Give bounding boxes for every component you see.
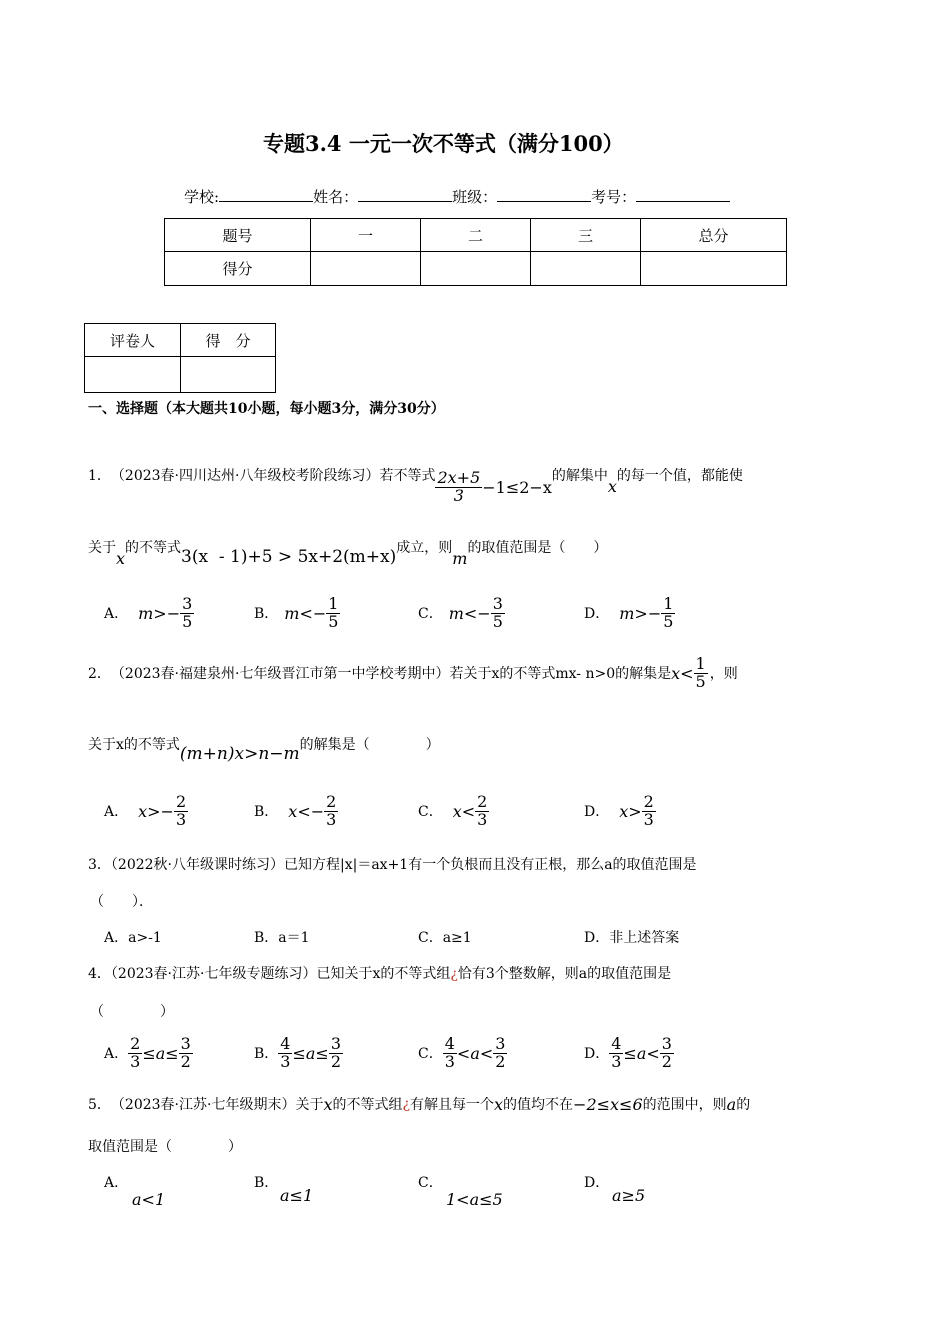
score-cell[interactable] bbox=[311, 252, 421, 286]
inequality: 3(x - 1)+5 > 5x+2(m+x) bbox=[181, 547, 397, 567]
option-expr: a≥5 bbox=[612, 1186, 646, 1205]
option-b[interactable]: B．a＝1 bbox=[254, 930, 310, 946]
fraction-numerator: 4 bbox=[611, 1034, 622, 1053]
score-header-cell: 一 bbox=[311, 219, 421, 252]
missing-glyph: ¿ bbox=[402, 1096, 410, 1112]
fraction-numerator: 1 bbox=[328, 594, 339, 613]
question-text: ，则 bbox=[709, 666, 738, 683]
question-number: 5． bbox=[88, 1097, 111, 1113]
option-expr: x>− bbox=[138, 801, 174, 821]
fraction-denominator: 3 bbox=[175, 809, 187, 829]
fraction bbox=[179, 1036, 193, 1071]
option-b[interactable] bbox=[254, 1036, 343, 1071]
question-3-line-1 bbox=[88, 854, 697, 874]
option-c[interactable] bbox=[418, 794, 489, 829]
option-label: C． bbox=[418, 804, 443, 821]
question-4-line-2: （ ） bbox=[90, 1004, 174, 1020]
question-5-line-2: 取值范围是（ ） bbox=[88, 1139, 242, 1155]
fraction-denominator: 3 bbox=[477, 809, 488, 829]
variable: x bbox=[323, 1094, 333, 1114]
grader-score-cell[interactable] bbox=[181, 357, 276, 393]
option-label: B． bbox=[254, 1175, 279, 1191]
fraction bbox=[443, 1036, 457, 1071]
option-label: A． bbox=[104, 1046, 129, 1063]
variable: x bbox=[607, 476, 617, 496]
fraction bbox=[609, 1036, 623, 1071]
question-2-options bbox=[104, 794, 824, 838]
fraction-denominator: 5 bbox=[182, 611, 193, 631]
fraction-numerator: 1 bbox=[695, 654, 706, 673]
option-label: C． bbox=[418, 606, 443, 623]
score-header: 得 分 bbox=[181, 324, 276, 357]
fraction-numerator: 2 bbox=[643, 792, 654, 811]
fraction-denominator: 2 bbox=[180, 1051, 191, 1071]
option-label: B． bbox=[254, 606, 279, 623]
option-a[interactable]: A．a>-1 bbox=[104, 930, 162, 946]
fraction-denominator: 2 bbox=[661, 1051, 672, 1071]
question-2-line-2 bbox=[88, 734, 440, 764]
option-expr: <a< bbox=[456, 1043, 494, 1063]
option-b[interactable] bbox=[254, 596, 340, 631]
fraction bbox=[435, 470, 482, 505]
fraction bbox=[326, 596, 340, 631]
fraction-numerator: 4 bbox=[280, 1034, 291, 1053]
option-expr: m>− bbox=[619, 603, 662, 623]
fraction-numerator: 3 bbox=[495, 1034, 506, 1053]
fraction-numerator: 2 bbox=[326, 792, 337, 811]
fraction-numerator: 3 bbox=[180, 1034, 191, 1053]
name-blank[interactable] bbox=[358, 187, 452, 202]
fraction-denominator: 3 bbox=[326, 809, 337, 829]
option-b[interactable] bbox=[254, 794, 338, 829]
fraction-denominator: 3 bbox=[611, 1051, 622, 1071]
score-cell[interactable] bbox=[421, 252, 531, 286]
option-expr: x< bbox=[452, 801, 476, 821]
fraction bbox=[475, 794, 489, 829]
name-label: 姓名： bbox=[313, 188, 359, 206]
option-label: A． bbox=[104, 1175, 129, 1191]
score-header-cell: 三 bbox=[531, 219, 641, 252]
question-5-options bbox=[104, 1172, 824, 1208]
option-a[interactable] bbox=[104, 596, 194, 631]
option-c[interactable] bbox=[418, 1172, 503, 1209]
fraction bbox=[278, 1036, 292, 1071]
question-4-options bbox=[104, 1036, 824, 1080]
fraction bbox=[694, 656, 708, 691]
number-blank[interactable] bbox=[636, 187, 730, 202]
fraction bbox=[180, 596, 194, 631]
question-text: 关于x的不等式 bbox=[88, 737, 180, 753]
fraction-numerator: 3 bbox=[330, 1034, 342, 1053]
question-text: （2023春·江苏·七年级期末）关于 bbox=[110, 1097, 324, 1113]
inequality: (m+n)x>n−m bbox=[179, 744, 300, 764]
fraction bbox=[660, 1036, 674, 1071]
fraction-denominator: 3 bbox=[280, 1051, 291, 1071]
student-info-line bbox=[184, 186, 730, 207]
option-d[interactable] bbox=[584, 1172, 645, 1205]
fraction-numerator: 2x+5 bbox=[437, 468, 481, 487]
option-d[interactable]: D．非上述答案 bbox=[584, 930, 680, 946]
variable: a bbox=[726, 1094, 737, 1114]
question-1-line-2 bbox=[88, 537, 607, 568]
question-text: （2022秋·八年级课时练习）已知方程|x|＝ax+1有一个负根而且没有正根，那么a的取值范围是 bbox=[110, 857, 697, 873]
fraction-denominator: 5 bbox=[663, 611, 674, 631]
option-expr: ≤a< bbox=[623, 1043, 660, 1063]
fraction-denominator: 5 bbox=[695, 671, 706, 691]
question-text: （2023春·江苏·七年级专题练习）已知关于x的不等式组 bbox=[110, 966, 451, 982]
option-expr: m>− bbox=[138, 603, 181, 623]
page-title: 专题3.4 一元一次不等式（满分100） bbox=[263, 131, 624, 156]
fraction bbox=[491, 596, 505, 631]
solution-expr: x< bbox=[671, 663, 694, 683]
question-text: 恰有3个整数解，则a的取值范围是 bbox=[457, 966, 672, 982]
school-label: 学校: bbox=[184, 188, 220, 206]
question-3-options bbox=[104, 927, 824, 949]
score-table bbox=[164, 218, 787, 286]
question-text: 的每一个值，都能使 bbox=[616, 468, 743, 485]
question-text: 的值均不在 bbox=[503, 1097, 574, 1113]
grader-table bbox=[84, 323, 276, 393]
variable: m bbox=[452, 549, 468, 568]
fraction bbox=[174, 794, 188, 829]
fraction-numerator: 1 bbox=[663, 594, 674, 613]
option-c[interactable]: C．a≥1 bbox=[418, 930, 472, 946]
option-a[interactable] bbox=[104, 794, 188, 829]
option-expr: ≤a≤ bbox=[292, 1043, 329, 1063]
option-c[interactable] bbox=[418, 1036, 507, 1071]
fraction bbox=[324, 794, 338, 829]
missing-glyph: ¿ bbox=[450, 966, 458, 982]
option-d[interactable] bbox=[584, 596, 675, 631]
school-blank[interactable] bbox=[219, 187, 313, 202]
question-number: 2． bbox=[88, 666, 111, 683]
fraction bbox=[493, 1036, 507, 1071]
variable: x bbox=[116, 549, 126, 568]
question-text: 的取值范围是（ ） bbox=[467, 540, 608, 556]
option-a[interactable] bbox=[104, 1036, 193, 1071]
question-source: （2023春·四川达州·八年级校考阶段练习）若不等式 bbox=[110, 468, 436, 485]
range-expr: −2≤x≤6 bbox=[573, 1094, 643, 1114]
option-label: B． bbox=[254, 804, 279, 821]
option-label: D． bbox=[584, 804, 610, 821]
question-text: 的解集是（ ） bbox=[299, 737, 440, 753]
question-text: 的解集中 bbox=[551, 468, 608, 485]
question-number: 4． bbox=[88, 966, 111, 982]
fraction-denominator: 3 bbox=[130, 1051, 141, 1071]
option-c[interactable] bbox=[418, 596, 505, 631]
question-text: 成立，则 bbox=[396, 540, 453, 556]
fraction-numerator: 3 bbox=[492, 594, 503, 613]
option-label: D． bbox=[584, 1175, 610, 1191]
question-2-line-1 bbox=[88, 656, 738, 691]
fraction-numerator: 2 bbox=[477, 792, 488, 811]
question-text: 关于 bbox=[88, 540, 116, 556]
question-5-line-1 bbox=[88, 1094, 750, 1114]
question-text: （2023春·福建泉州·七年级晋江市第一中学校考期中）若关于x的不等式mx- n>0的解集是 bbox=[110, 666, 672, 683]
question-number: 3． bbox=[88, 857, 111, 873]
question-1-options bbox=[104, 596, 824, 640]
class-label: 班级： bbox=[452, 188, 498, 206]
option-d[interactable] bbox=[584, 1036, 674, 1071]
fraction-denominator: 3 bbox=[643, 809, 654, 829]
question-text: 有解且每一个 bbox=[410, 1097, 494, 1113]
question-1-line-1 bbox=[88, 446, 743, 505]
grader-header: 评卷人 bbox=[85, 324, 181, 357]
option-expr: m<− bbox=[448, 603, 491, 623]
fraction-numerator: 2 bbox=[130, 1034, 141, 1053]
fraction-numerator: 4 bbox=[444, 1034, 455, 1053]
section-heading: 一、选择题（本大题共10小题，每小题3分，满分30分） bbox=[88, 401, 445, 417]
number-label: 考号： bbox=[591, 188, 637, 206]
question-text: 的范围中，则 bbox=[642, 1097, 727, 1113]
question-text: 的不等式组 bbox=[332, 1097, 403, 1113]
inequality: −1≤2−x bbox=[482, 477, 552, 497]
fraction bbox=[661, 596, 675, 631]
fraction-denominator: 3 bbox=[453, 485, 464, 505]
fraction bbox=[329, 1036, 343, 1071]
fraction-denominator: 3 bbox=[444, 1051, 455, 1071]
fraction-denominator: 5 bbox=[492, 611, 503, 631]
option-label: B． bbox=[254, 1046, 279, 1063]
option-expr: x<− bbox=[288, 801, 325, 821]
option-a[interactable] bbox=[104, 1172, 165, 1209]
fraction-denominator: 2 bbox=[330, 1051, 342, 1071]
option-expr: a≤1 bbox=[280, 1186, 314, 1205]
option-label: A． bbox=[104, 606, 129, 623]
score-cell[interactable] bbox=[641, 252, 787, 286]
question-3-line-2: （ ）． bbox=[90, 894, 153, 910]
fraction-denominator: 5 bbox=[328, 611, 339, 631]
option-label: C． bbox=[418, 1175, 443, 1191]
option-expr: ≤a≤ bbox=[142, 1043, 179, 1063]
option-expr: a<1 bbox=[132, 1190, 166, 1209]
option-label: D． bbox=[584, 1046, 610, 1063]
fraction-numerator: 3 bbox=[182, 594, 193, 613]
option-b[interactable] bbox=[254, 1172, 313, 1205]
grader-cell[interactable] bbox=[85, 357, 181, 393]
question-text: 的 bbox=[736, 1097, 751, 1113]
fraction-numerator: 2 bbox=[175, 792, 187, 811]
score-header-cell: 题号 bbox=[165, 219, 311, 252]
score-header-cell: 总分 bbox=[641, 219, 787, 252]
fraction bbox=[128, 1036, 142, 1071]
question-number: 1． bbox=[88, 468, 111, 485]
question-text: 的不等式 bbox=[125, 540, 182, 556]
option-label: D． bbox=[584, 606, 610, 623]
option-expr: m<− bbox=[284, 603, 327, 623]
score-row-label: 得分 bbox=[165, 252, 311, 286]
option-label: C． bbox=[418, 1046, 443, 1063]
class-blank[interactable] bbox=[497, 187, 591, 202]
fraction bbox=[642, 794, 656, 829]
fraction-numerator: 3 bbox=[661, 1034, 672, 1053]
score-header-cell: 二 bbox=[421, 219, 531, 252]
fraction-denominator: 2 bbox=[495, 1051, 506, 1071]
variable: x bbox=[494, 1094, 504, 1114]
option-expr: x> bbox=[619, 801, 642, 821]
option-label: A． bbox=[104, 804, 129, 821]
score-cell[interactable] bbox=[531, 252, 641, 286]
option-expr: 1<a≤5 bbox=[446, 1190, 503, 1209]
option-d[interactable] bbox=[584, 794, 656, 829]
question-4-line-1 bbox=[88, 963, 671, 983]
